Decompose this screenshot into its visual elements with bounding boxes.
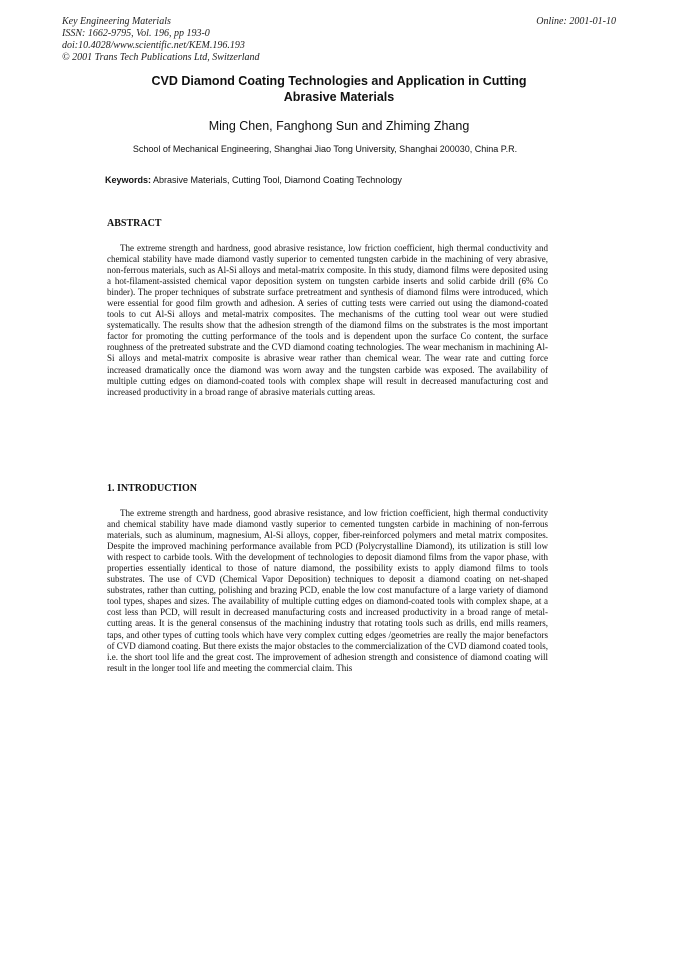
paper-title (100, 73, 578, 105)
keywords (105, 174, 402, 186)
title-line-2: Abrasive Materials (283, 90, 395, 104)
journal-name: Key Engineering Materials (62, 16, 171, 27)
introduction-heading: 1. INTRODUCTION (107, 483, 198, 494)
online-date: Online: 2001-01-10 (536, 16, 616, 27)
copyright-line: © 2001 Trans Tech Publications Ltd, Switzerland (62, 52, 260, 63)
affiliation: School of Mechanical Engineering, Shanghai Jiao Tong University, Shanghai 200030, China P.R. (132, 144, 518, 154)
journal-metadata (62, 16, 260, 64)
abstract-text: The extreme strength and hardness, good abrasive resistance, low friction coefficient, high thermal conductivity and chemical stability have made diamond vastly superior to cemented tungsten carbide in the machining of very abrasive, non-ferrous materials, such as Al-Si alloys and metal-matrix composite. In this study, diamond films were deposited using a hot-filament-assisted chemical vapor deposition system on tungsten carbide inserts and solid carbide drill (6% Co binder). The proper techniques of substrate surface pretreatment and synthesis of diamond films were introduced, which were essential for good film growth and adhesion. A series of cutting tests were carried out using the diamond-coated tools to cut Al-Si alloys and metal-matrix composites. The mechanisms of the cutting tool wear out were studied systematically. The results show that the adhesion strength of the diamond films on the substrates is the most important factor for promoting the cutting performance of the tools and is dependent upon the surface Co content, the surface roughness of the pretreated substrate and the CVD diamond coating technologies. The wear mechanism in machining Al-Si alloys and metal-matrix composite is abrasive wear rather than chemical wear. The wear rate and cutting force increased dramatically once the diamond was worn away and the tungsten carbide was exposed. The availability of multiple cutting edges on diamond-coated tools with complex shape will result in decreased manufacturing cost and increased productivity in a broad range of abrasive materials cutting areas. (107, 243, 548, 397)
keywords-text: Abrasive Materials, Cutting Tool, Diamond Coating Technology (153, 175, 402, 185)
abstract-heading: ABSTRACT (107, 218, 162, 229)
introduction-text: The extreme strength and hardness, good abrasive resistance, and low friction coefficient, high thermal conductivity and chemical stability have made diamond vastly superior to cemented tungsten carbide in machining of non-ferrous materials, such as aluminum, magnesium, Al-Si alloys, copper, fiber-reinforced polymers and metal matrix composites. Despite the improved machining performance available from PCD (Polycrystalline Diamond), its utilization is still low with respect to carbide tools. With the development of technologies to deposit diamond films from the vapor phase, with properties essentially identical to those of nature diamond, the possibility exists to apply diamond films to tools substrates. The use of CVD (Chemical Vapor Deposition) techniques to deposit a diamond coating on net-shaped substrates, rather than cutting, polishing and brazing PCD, enable the low cost manufacture of a large variety of diamond tool types, shapes and sizes. The availability of multiple cutting edges on diamond-coated tools with complex shape, at a cost less than PCD, will result in decreased manufacturing costs and increased productivity in a broad range of metal-cutting areas. It is the general consensus of the machining industry that rotating tools such as drills, end mills reamers, taps, and other types of cutting tools which have very complex cutting edges /geometries are really the major benefactors of CVD diamond coating. But there exists the major obstacles to the commercialization of the CVD diamond coated tools, i.e. the short tool life and the great cost. The improvement of adhesion strength and consistence of diamond coating will result in the longer tool life and meeting the commercial claim. This (107, 508, 548, 673)
keywords-label: Keywords: (105, 175, 152, 185)
doi-line: doi:10.4028/www.scientific.net/KEM.196.193 (62, 40, 245, 51)
author-list: Ming Chen, Fanghong Sun and Zhiming Zhang (208, 119, 470, 133)
issn-line: ISSN: 1662-9795, Vol. 196, pp 193-0 (62, 28, 210, 39)
title-line-1: CVD Diamond Coating Technologies and Application in Cutting (151, 74, 527, 88)
